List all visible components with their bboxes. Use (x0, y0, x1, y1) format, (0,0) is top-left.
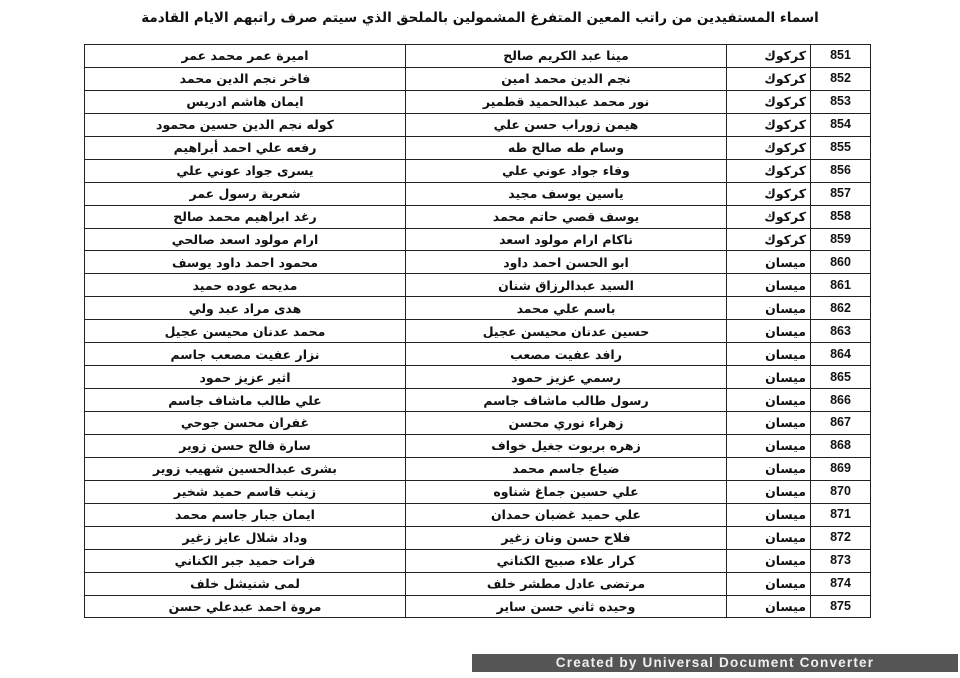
sequence-number-cell: 866 (811, 389, 871, 412)
mother-name-cell: مديحه عوده حميد (85, 274, 406, 297)
beneficiary-name-cell: ناكام ارام مولود اسعد (406, 228, 727, 251)
table-row (85, 113, 871, 136)
governorate-cell: ميسان (727, 595, 811, 618)
beneficiary-name-cell: السيد عبدالرزاق شنان (406, 274, 727, 297)
sequence-number-cell: 872 (811, 526, 871, 549)
beneficiaries-table (84, 44, 871, 618)
table-row (85, 45, 871, 68)
governorate-cell: ميسان (727, 274, 811, 297)
beneficiary-name-cell: نجم الدين محمد امين (406, 67, 727, 90)
table-row (85, 251, 871, 274)
beneficiary-name-cell: وفاء جواد عوني علي (406, 159, 727, 182)
governorate-cell: ميسان (727, 572, 811, 595)
governorate-cell: ميسان (727, 389, 811, 412)
sequence-number-cell: 864 (811, 343, 871, 366)
document-title: اسماء المستفيدين من راتب المعين المتفرغ المشمولين بالملحق الذي سيتم صرف راتبهم الايام القادمة (141, 10, 819, 26)
mother-name-cell: ايمان جبار جاسم محمد (85, 503, 406, 526)
governorate-cell: كركوك (727, 136, 811, 159)
governorate-cell: ميسان (727, 343, 811, 366)
governorate-cell: ميسان (727, 320, 811, 343)
beneficiary-name-cell: هيمن زوراب حسن علي (406, 113, 727, 136)
beneficiary-name-cell: رافد عفيت مصعب (406, 343, 727, 366)
beneficiary-name-cell: علي حميد غضبان حمدان (406, 503, 727, 526)
table-row (85, 549, 871, 572)
beneficiary-name-cell: زهره بربوت جغيل خواف (406, 434, 727, 457)
table-row (85, 526, 871, 549)
table-row (85, 320, 871, 343)
beneficiary-name-cell: زهراء نوري محسن (406, 412, 727, 435)
sequence-number-cell: 854 (811, 113, 871, 136)
mother-name-cell: اميرة عمر محمد عمر (85, 45, 406, 68)
governorate-cell: كركوك (727, 228, 811, 251)
governorate-cell: ميسان (727, 251, 811, 274)
table-row (85, 67, 871, 90)
mother-name-cell: سارة فالح حسن زوير (85, 434, 406, 457)
mother-name-cell: محمود احمد داود يوسف (85, 251, 406, 274)
table-row (85, 457, 871, 480)
beneficiary-name-cell: ياسين يوسف مجيد (406, 182, 727, 205)
mother-name-cell: فرات حميد جبر الكناني (85, 549, 406, 572)
sequence-number-cell: 873 (811, 549, 871, 572)
beneficiary-name-cell: كرار علاء صبيح الكناني (406, 549, 727, 572)
table-row (85, 366, 871, 389)
mother-name-cell: لمى شنيشل خلف (85, 572, 406, 595)
governorate-cell: ميسان (727, 412, 811, 435)
beneficiary-name-cell: مرتضى عادل مطشر خلف (406, 572, 727, 595)
table-row (85, 159, 871, 182)
governorate-cell: كركوك (727, 113, 811, 136)
mother-name-cell: ارام مولود اسعد صالحي (85, 228, 406, 251)
mother-name-cell: فاخر نجم الدين محمد (85, 67, 406, 90)
table-row (85, 228, 871, 251)
sequence-number-cell: 852 (811, 67, 871, 90)
beneficiary-name-cell: حسين عدنان محيسن عجيل (406, 320, 727, 343)
table-row (85, 343, 871, 366)
governorate-cell: كركوك (727, 159, 811, 182)
sequence-number-cell: 869 (811, 457, 871, 480)
sequence-number-cell: 855 (811, 136, 871, 159)
governorate-cell: كركوك (727, 182, 811, 205)
mother-name-cell: محمد عدنان محيسن عجيل (85, 320, 406, 343)
governorate-cell: كركوك (727, 67, 811, 90)
table-row (85, 595, 871, 618)
sequence-number-cell: 853 (811, 90, 871, 113)
mother-name-cell: كوله نجم الدين حسين محمود (85, 113, 406, 136)
governorate-cell: ميسان (727, 434, 811, 457)
sequence-number-cell: 874 (811, 572, 871, 595)
governorate-cell: ميسان (727, 366, 811, 389)
mother-name-cell: مروة احمد عبدعلي حسن (85, 595, 406, 618)
governorate-cell: ميسان (727, 297, 811, 320)
sequence-number-cell: 867 (811, 412, 871, 435)
beneficiary-name-cell: رسول طالب ماشاف جاسم (406, 389, 727, 412)
sequence-number-cell: 861 (811, 274, 871, 297)
governorate-cell: كركوك (727, 90, 811, 113)
beneficiary-name-cell: نور محمد عبدالحميد قطمير (406, 90, 727, 113)
sequence-number-cell: 857 (811, 182, 871, 205)
beneficiary-name-cell: ابو الحسن احمد داود (406, 251, 727, 274)
table-row (85, 274, 871, 297)
sequence-number-cell: 865 (811, 366, 871, 389)
beneficiary-name-cell: وسام طه صالح طه (406, 136, 727, 159)
table-row (85, 136, 871, 159)
table-row (85, 412, 871, 435)
sequence-number-cell: 863 (811, 320, 871, 343)
mother-name-cell: زينب قاسم حميد شخير (85, 480, 406, 503)
mother-name-cell: بشرى عبدالحسين شهيب زوير (85, 457, 406, 480)
governorate-cell: ميسان (727, 457, 811, 480)
table-row (85, 205, 871, 228)
beneficiary-name-cell: فلاح حسن ونان زغير (406, 526, 727, 549)
table-row (85, 434, 871, 457)
governorate-cell: ميسان (727, 503, 811, 526)
mother-name-cell: هدى مراد عبد ولي (85, 297, 406, 320)
table-row (85, 389, 871, 412)
sequence-number-cell: 860 (811, 251, 871, 274)
converter-watermark: Created by Universal Document Converter (472, 654, 958, 672)
mother-name-cell: اثير عزيز حمود (85, 366, 406, 389)
beneficiary-name-cell: وحيده ثاني حسن ساير (406, 595, 727, 618)
table-row (85, 297, 871, 320)
beneficiary-name-cell: ضياع جاسم محمد (406, 457, 727, 480)
mother-name-cell: رغد ابراهيم محمد صالح (85, 205, 406, 228)
table-body (85, 45, 871, 618)
mother-name-cell: ايمان هاشم ادريس (85, 90, 406, 113)
table-row (85, 572, 871, 595)
table-row (85, 90, 871, 113)
sequence-number-cell: 871 (811, 503, 871, 526)
table-row (85, 182, 871, 205)
beneficiary-name-cell: علي حسين جماغ شناوه (406, 480, 727, 503)
sequence-number-cell: 859 (811, 228, 871, 251)
mother-name-cell: شعرية رسول عمر (85, 182, 406, 205)
table-row (85, 480, 871, 503)
governorate-cell: كركوك (727, 205, 811, 228)
sequence-number-cell: 870 (811, 480, 871, 503)
sequence-number-cell: 868 (811, 434, 871, 457)
sequence-number-cell: 858 (811, 205, 871, 228)
beneficiary-name-cell: مينا عبد الكريم صالح (406, 45, 727, 68)
mother-name-cell: نزار عفيت مصعب جاسم (85, 343, 406, 366)
table-row (85, 503, 871, 526)
sequence-number-cell: 856 (811, 159, 871, 182)
governorate-cell: ميسان (727, 480, 811, 503)
beneficiary-name-cell: يوسف قصي حاتم محمد (406, 205, 727, 228)
beneficiary-name-cell: رسمي عزيز حمود (406, 366, 727, 389)
governorate-cell: ميسان (727, 549, 811, 572)
sequence-number-cell: 851 (811, 45, 871, 68)
governorate-cell: كركوك (727, 45, 811, 68)
sequence-number-cell: 875 (811, 595, 871, 618)
mother-name-cell: غفران محسن جوحي (85, 412, 406, 435)
sequence-number-cell: 862 (811, 297, 871, 320)
mother-name-cell: علي طالب ماشاف جاسم (85, 389, 406, 412)
mother-name-cell: وداد شلال عايز زغير (85, 526, 406, 549)
mother-name-cell: رفعه علي احمد أبراهيم (85, 136, 406, 159)
mother-name-cell: يسرى جواد عوني علي (85, 159, 406, 182)
governorate-cell: ميسان (727, 526, 811, 549)
beneficiary-name-cell: باسم علي محمد (406, 297, 727, 320)
